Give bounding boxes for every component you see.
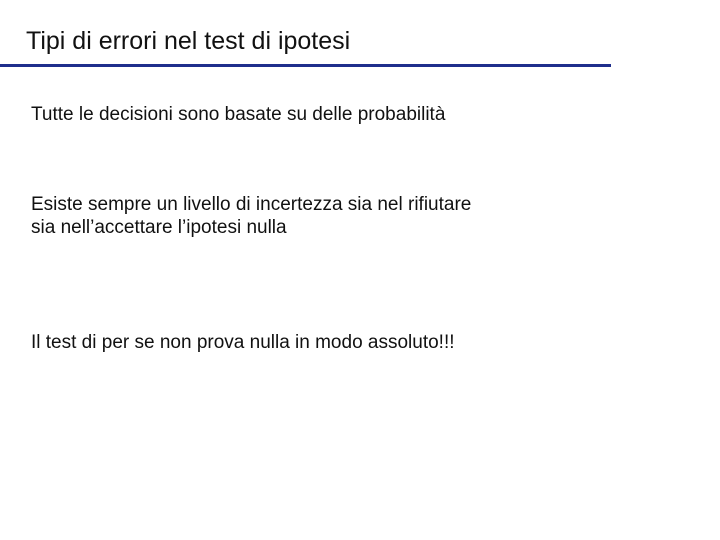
- slide-title: Tipi di errori nel test di ipotesi: [26, 27, 351, 55]
- title-underline: [0, 64, 611, 67]
- bullet-uncertainty: [31, 193, 571, 239]
- bullet-decisions: Tutte le decisioni sono basate su delle probabilità: [31, 104, 446, 125]
- bullet-uncertainty-line2: sia nell’accettare l’ipotesi nulla: [31, 217, 287, 238]
- bullet-uncertainty-line1: Esiste sempre un livello di incertezza sia nel rifiutare: [31, 194, 472, 215]
- bullet-no-proof: Il test di per se non prova nulla in modo assoluto!!!: [31, 332, 455, 353]
